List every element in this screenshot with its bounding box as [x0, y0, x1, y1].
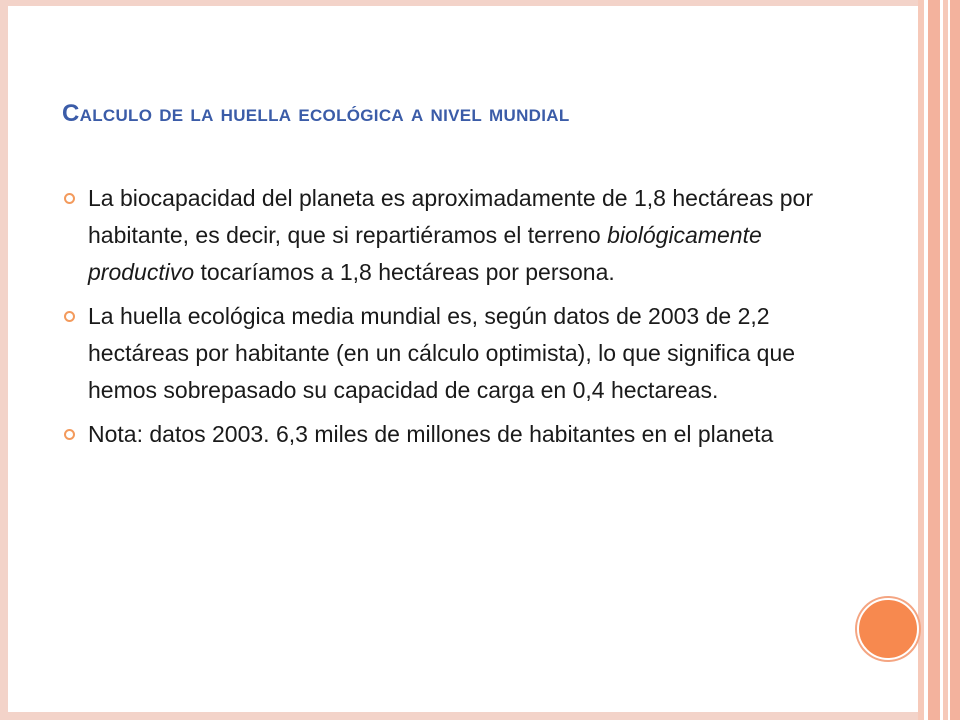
bullet-emphasis: biológicamente productivo — [88, 222, 762, 285]
bullet-list — [62, 180, 832, 460]
slide-border-bottom — [0, 712, 960, 720]
bullet-item — [62, 298, 832, 409]
stripe — [928, 0, 940, 720]
bullet-item — [62, 416, 832, 453]
bullet-item — [62, 180, 832, 291]
bullet-text: Nota: datos 2003. 6,3 miles de millones de habitantes en el planeta — [88, 421, 774, 447]
bullet-ring-icon — [64, 193, 75, 204]
slide-title: Calculo de la huella ecológica a nivel mundial — [62, 100, 570, 127]
bullet-ring-icon — [64, 429, 75, 440]
bullet-text-part: tocaríamos a 1,8 hectáreas por persona. — [194, 259, 615, 285]
decorative-stripes — [918, 0, 960, 720]
decorative-circle — [857, 598, 919, 660]
slide-border-top — [0, 0, 960, 6]
bullet-text: La huella ecológica media mundial es, según datos de 2003 de 2,2 hectáreas por habitante (en un cálculo optimista), lo que significa que hemos sobrepasado su capacidad de carga en 0,4 hectareas. — [88, 303, 796, 403]
slide-border-left — [0, 0, 8, 720]
stripe — [950, 0, 960, 720]
bullet-ring-icon — [64, 311, 75, 322]
bullet-text-part: La biocapacidad del planeta es aproximadamente de 1,8 hectáreas por habitante, es decir, que si repartiéramos el terreno — [88, 185, 813, 248]
